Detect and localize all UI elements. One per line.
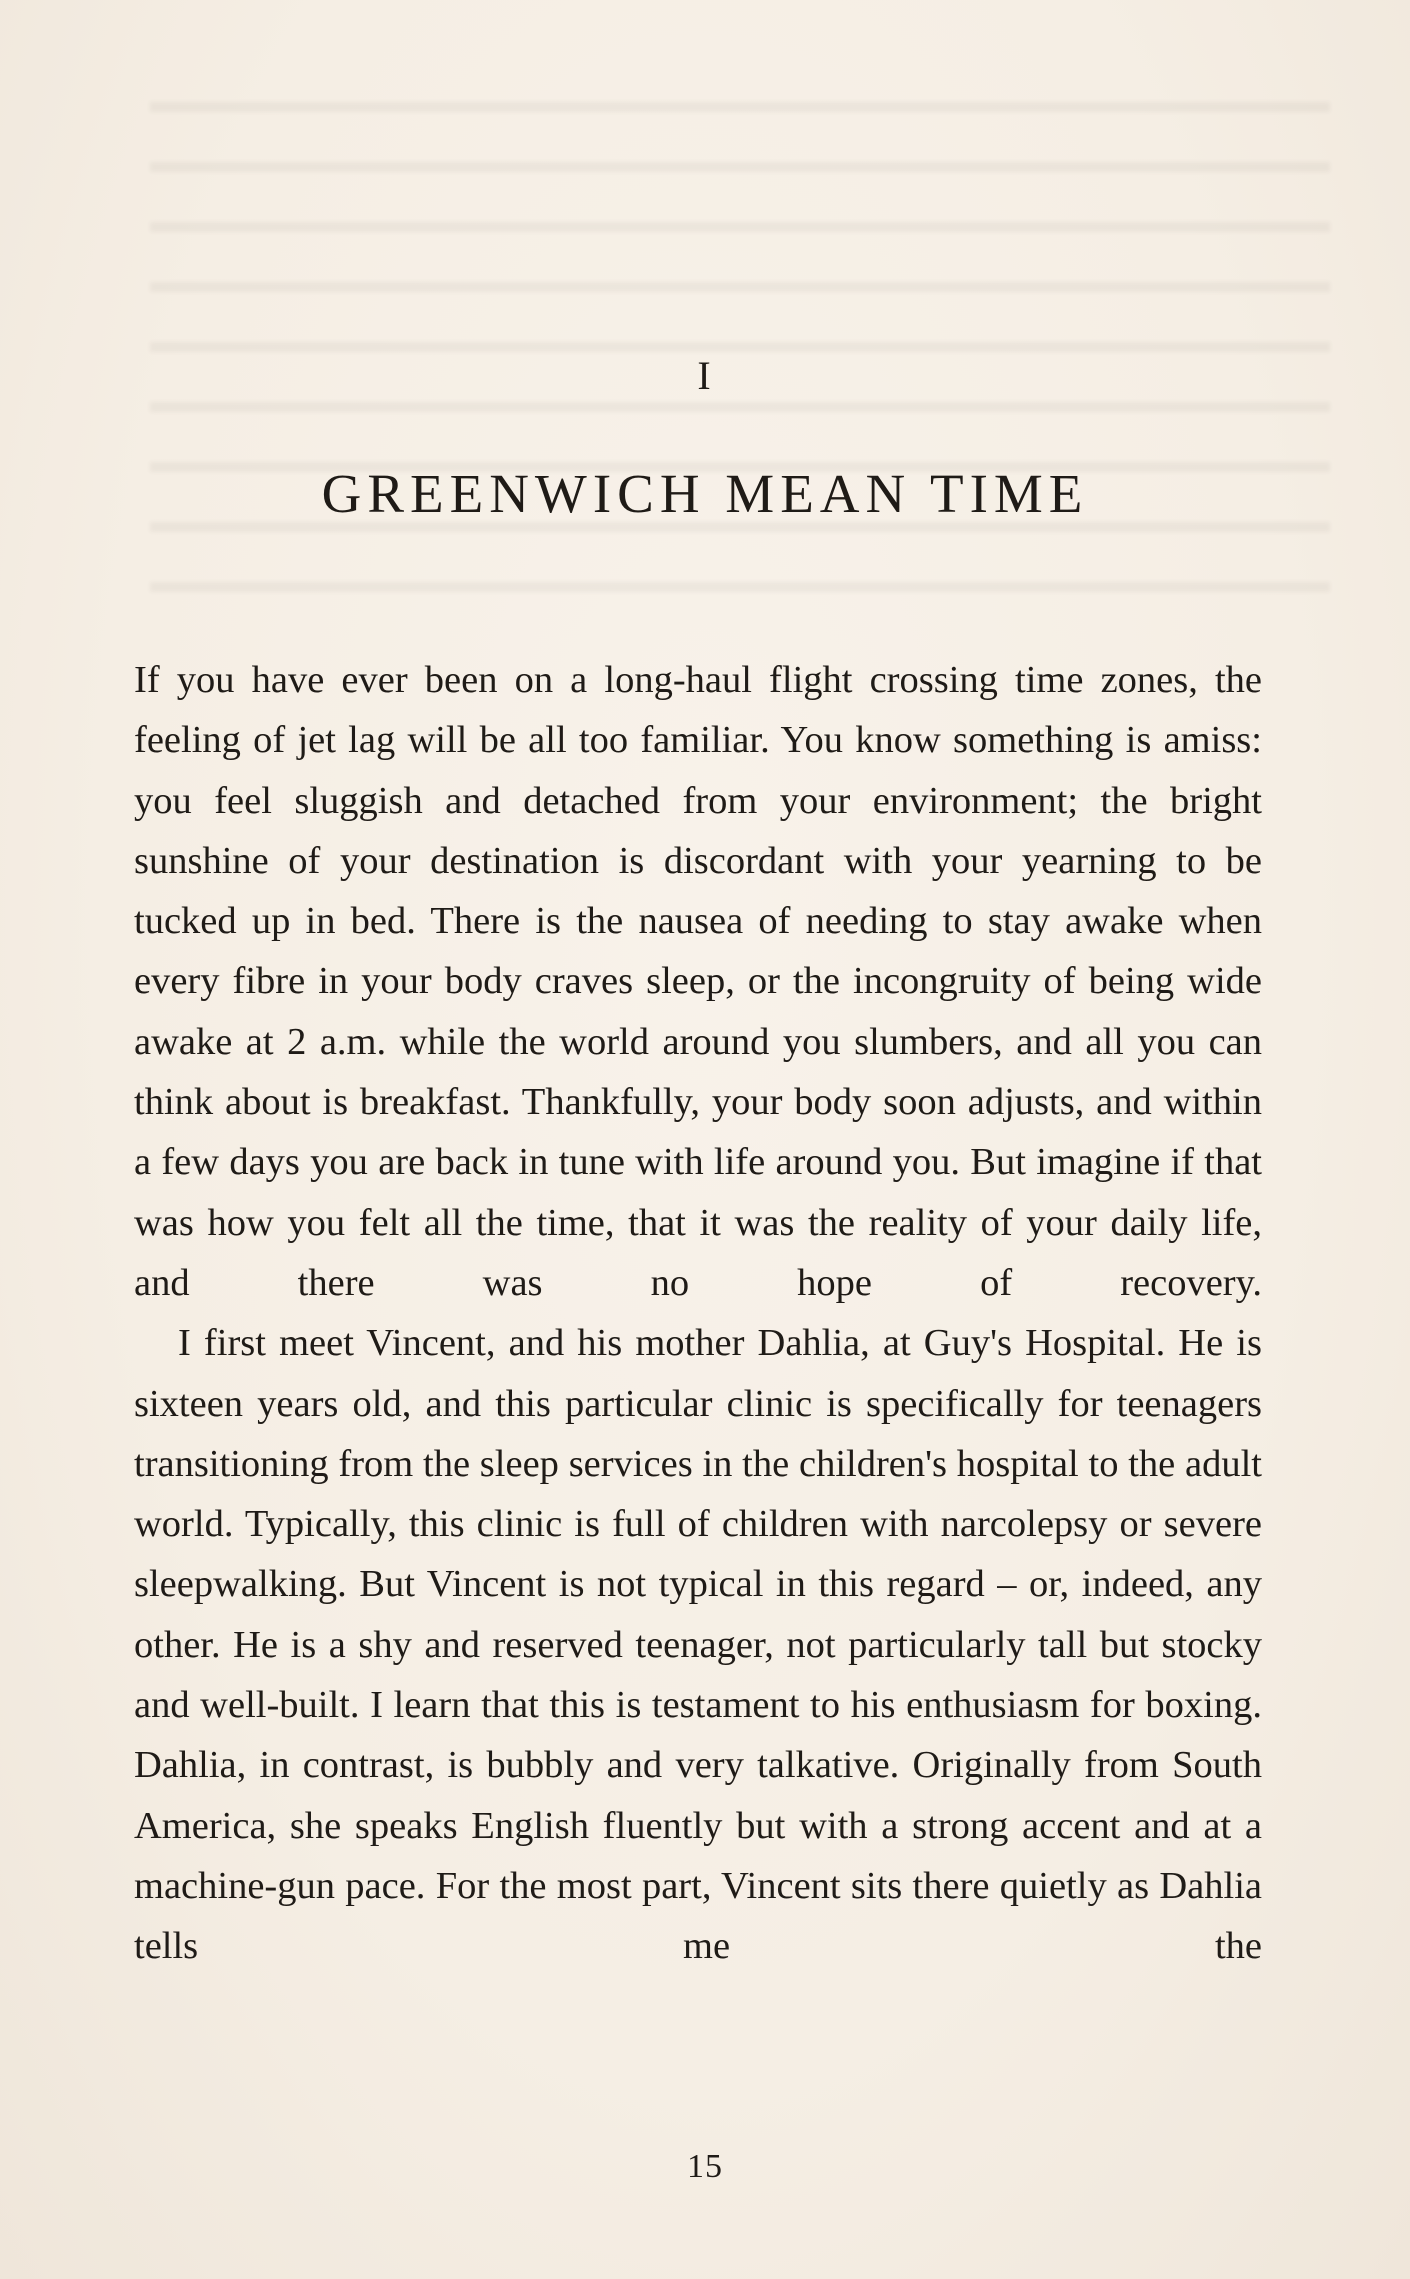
page-number: 15 [687,2148,723,2185]
chapter-number: I [697,353,713,398]
body-text [134,650,1262,1977]
paragraph-2: I first meet Vincent, and his mother Dahlia, at Guy's Hospital. He is sixteen years old, and this particular clinic is specifically for teenagers transitioning from the sleep services in the children's hospital to the adult world. Typically, this clinic is full of children with narcolepsy or severe sleepwalking. But Vincent is not typical in this regard – or, indeed, any other. He is a shy and reserved teenager, not particularly tall but stocky and well-built. I learn that this is testament to his enthusiasm for boxing. Dahlia, in contrast, is bubbly and very talkative. Originally from South America, she speaks English fluently but with a strong accent and at a machine-gun pace. For the most part, Vincent sits there quietly as Dahlia tells me the [134,1322,1262,1968]
chapter-title: GREENWICH MEAN TIME [321,463,1089,524]
paragraph-1: If you have ever been on a long-haul flight crossing time zones, the feeling of jet lag will be all too familiar. You know something is amiss: you feel sluggish and detached from your environment; the bright sunshine of your destination is discordant with your yearning to be tucked up in bed. There is the nausea of needing to stay awake when every fibre in your body craves sleep, or the incongruity of being wide awake at 2 a.m. while the world around you slumbers, and all you can think about is breakfast. Thankfully, your body soon adjusts, and within a few days you are back in tune with life around you. But imagine if that was how you felt all the time, that it was the reality of your daily life, and there was no hope of recovery. [134,659,1262,1304]
bleed-through-texture [150,60,1330,620]
